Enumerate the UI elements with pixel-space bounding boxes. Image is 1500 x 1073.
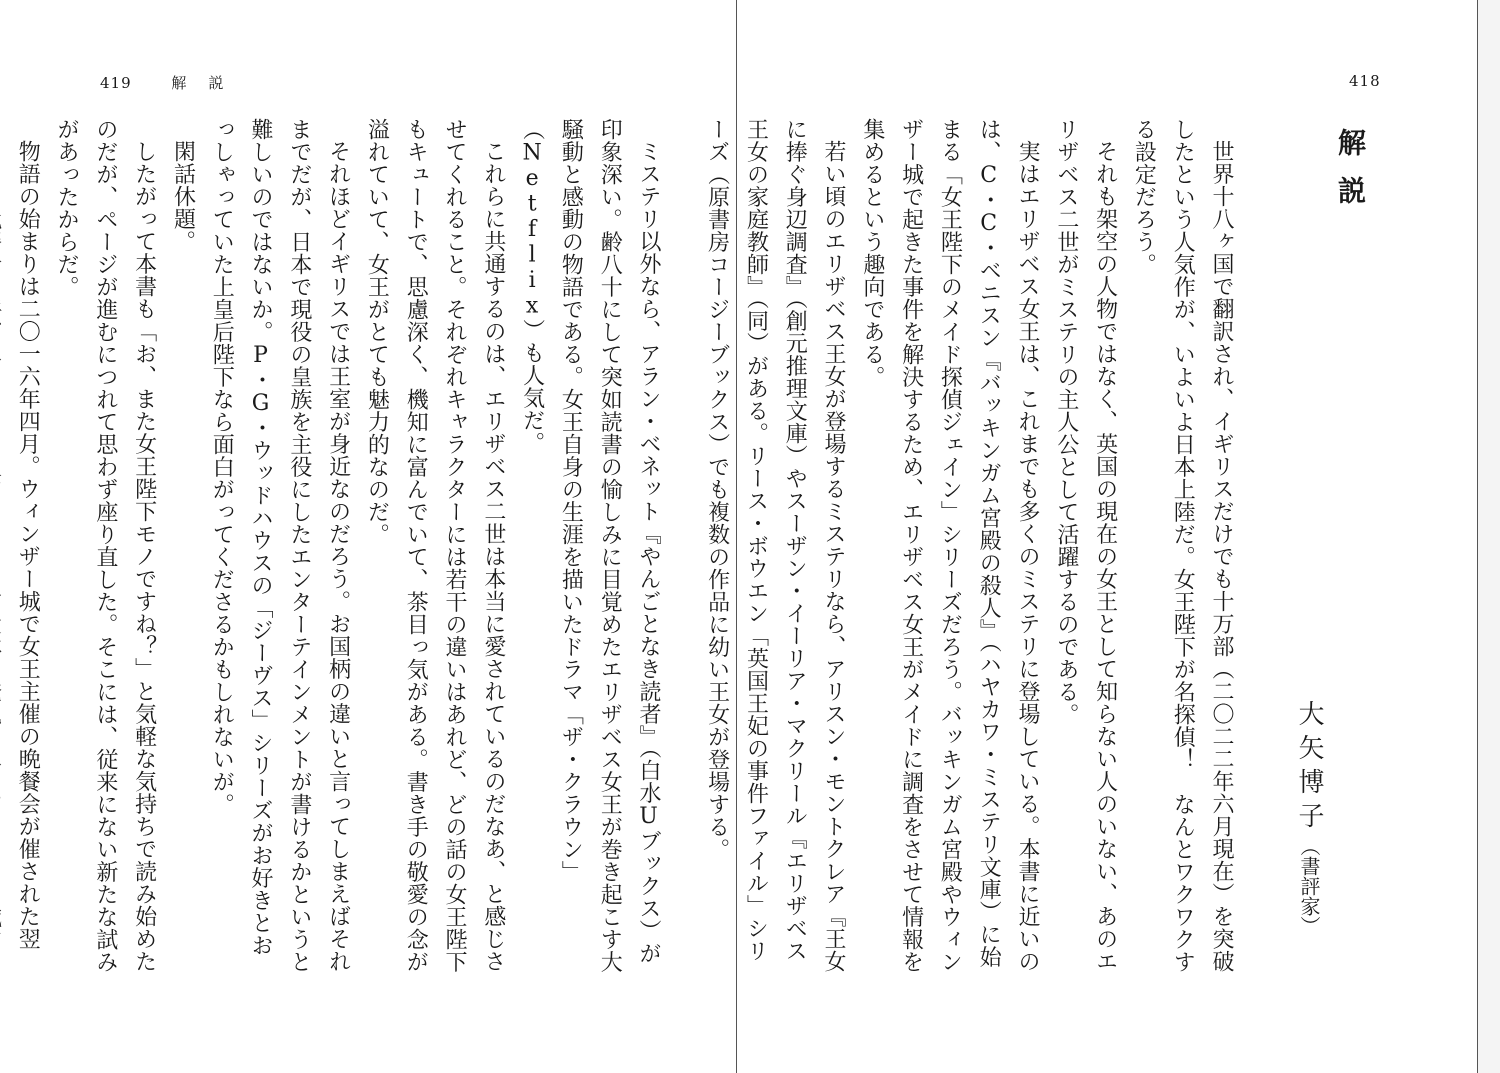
page-edge	[1478, 0, 1500, 1073]
right-page-body	[704, 118, 1240, 978]
author-name: 大矢博子	[1294, 700, 1324, 836]
paragraph: それほどイギリスでは王室が身近なのだろう。お国柄の違いと言ってしまえばそれまでだが、日本で現役の皇族を主役にしたエンターテインメントが書けるかというと難しいのではないか。P・G・ウッドハウスの「ジーヴス」シリーズがお好きとおっしゃっていた上皇后陛下なら面白がってくださるかもしれないが。	[209, 118, 351, 973]
left-running-head	[100, 72, 245, 93]
author-credit	[1240, 700, 1330, 960]
paragraph: 物語の始まりは二〇一六年四月。ウィンザー城で女王主催の晩餐会が催された翌	[15, 140, 41, 950]
right-page-number: 418	[1349, 72, 1381, 90]
paragraph: これらに共通するのは、エリザベス二世は本当に愛されているのだなあ、と感じさせてくれること。それぞれキャラクターには若干の違いはあれど、どの話の女王陛下もキュートで、思慮深く、機知に富んでいて、茶目っ気がある。書き手の敬愛の念が溢れていて、女王がとても魅力的なのだ。	[364, 118, 506, 973]
paragraph: それも架空の人物ではなく、英国の現在の女王として知らない人のいない、あのエリザベス二世がミステリの主人公として活躍するのである。	[1053, 118, 1118, 973]
left-page-number: 419	[100, 74, 132, 92]
section-title: 解説	[1334, 128, 1367, 224]
paragraph: 実はエリザベス女王は、これまでも多くのミステリに登場している。本書に近いのは、C・C・ベニスン『バッキンガム宮殿の殺人』（ハヤカワ・ミステリ文庫）に始まる「女王陛下のメイド探偵ジェイン」シリーズだろう。バッキンガム宮殿やウィンザー城で起きた事件を解決するため、エリザベス女王がメイドに調査をさせて情報を集めるという趣向である。	[859, 118, 1041, 973]
paragraph: 世界十八ヶ国で翻訳され、イギリスだけでも十万部（二〇二二年六月現在）を突破したという人気作が、いよいよ日本上陸だ。女王陛下が名探偵！ なんとワクワクする設定だろう。	[1131, 118, 1234, 973]
paragraph: 若い頃のエリザベス王女が登場するミステリなら、アリスン・モントクレア『王女に捧ぐ身辺調査』（創元推理文庫）やスーザン・イーリア・マクリール『エリザベス王女の家庭教師』（同）がある。リース・ボウエン「英国王妃の事件ファイル」シリーズ（原書房コージーブックス）でも複数の作品に幼い王女が登場する。	[704, 118, 847, 973]
author-role: （書評家）	[1297, 836, 1321, 936]
left-page-body	[15, 118, 667, 978]
paragraph: ミステリ以外なら、アラン・ベネット『やんごとなき読者』（白水Uブックス）が印象深い。齢八十にして突如読書の愉しみに目覚めたエリザベス女王が巻き起こす大騒動と感動の物語である。女王自身の生涯を描いたドラマ「ザ・クラウン」（Netflix）も人気だ。	[519, 118, 661, 973]
paragraph: 閑話休題。	[170, 140, 196, 253]
paragraph: したがって本書も「お、また女王陛下モノですね？」と気軽な気持ちで読み始めたのだが、ページが進むにつれて思わず座り直した。そこには、従来にない新たな試みがあったからだ。	[54, 118, 157, 973]
left-running-title: 解説	[171, 74, 246, 92]
